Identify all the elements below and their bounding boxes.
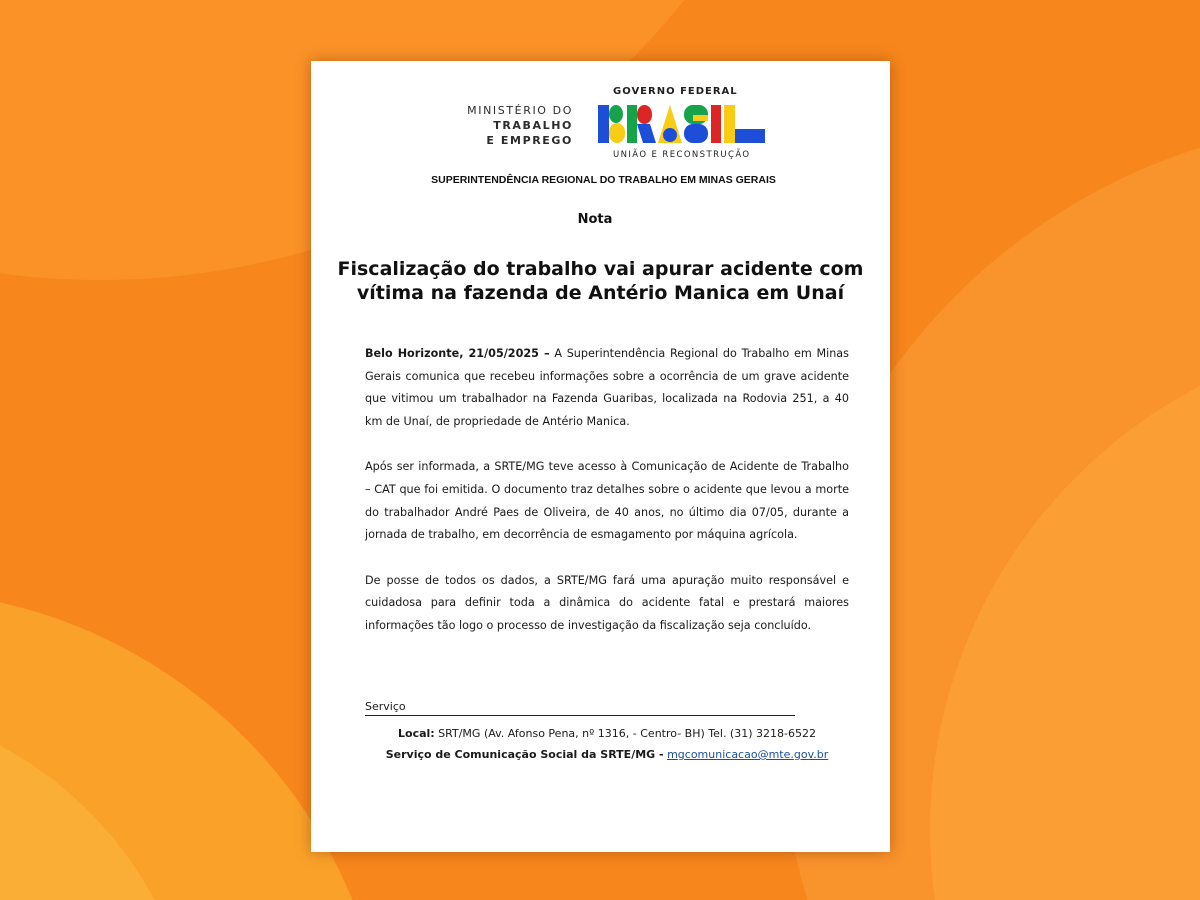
dateline: Belo Horizonte, 21/05/2025 – (365, 347, 550, 360)
regional-office-title: SUPERINTENDÊNCIA REGIONAL DO TRABALHO EM MINAS GERAIS (431, 174, 776, 186)
governo-federal-label: GOVERNO FEDERAL (613, 86, 738, 97)
governo-subtitle: UNIÃO E RECONSTRUÇÃO (613, 150, 751, 160)
ministry-line-3: E EMPREGO (486, 134, 573, 147)
local-text: SRT/MG (Av. Afonso Pena, nº 1316, - Centro- BH) Tel. (31) 3218-6522 (434, 727, 816, 740)
ministry-line-1: MINISTÉRIO DO (467, 104, 573, 117)
local-address (311, 727, 903, 740)
paragraph-1-text: A Superintendência Regional do Trabalho em Minas Gerais comunica que recebeu informações sobre a ocorrência de um grave acidente que vitimou um trabalhador na Fazenda Guaribas, localizada na Rodovia 251, a 40 km de Unaí, de propriedade de Antério Manica. (365, 347, 849, 428)
brasil-logo-icon (598, 102, 765, 146)
ministry-logo-text (431, 103, 573, 148)
servico-line: Serviço (365, 699, 795, 716)
local-label: Local: (398, 727, 435, 740)
ministry-line-2: TRABALHO (493, 119, 573, 132)
contact-line (311, 748, 903, 761)
headline (311, 257, 890, 305)
headline-line-2: vítima na fazenda de Antério Manica em Unaí (356, 282, 845, 304)
document-page (311, 61, 890, 852)
contact-label: Serviço de Comunicação Social da SRTE/MG - (385, 748, 664, 761)
contact-email-link[interactable]: mgcomunicacao@mte.gov.br (667, 748, 829, 761)
document-body (365, 343, 849, 661)
headline-line-1: Fiscalização do trabalho vai apurar acidente com (337, 258, 864, 280)
document-type-label: Nota (577, 212, 613, 227)
paragraph-1 (365, 343, 849, 433)
paragraph-2: Após ser informada, a SRTE/MG teve acesso à Comunicação de Acidente de Trabalho – CAT que foi emitida. O documento traz detalhes sobre o acidente que levou a morte do trabalhador André Paes de Oliveira, de 40 anos, no último dia 07/05, durante a jornada de trabalho, em decorrência de esmagamento por máquina agrícola. (365, 460, 849, 542)
paragraph-3: De posse de todos os dados, a SRTE/MG fará uma apuração muito responsável e cuidadosa para definir toda a dinâmica do acidente fatal e prestará maiores informações tão logo o processo de investigação da fiscalização seja concluído. (365, 573, 849, 632)
